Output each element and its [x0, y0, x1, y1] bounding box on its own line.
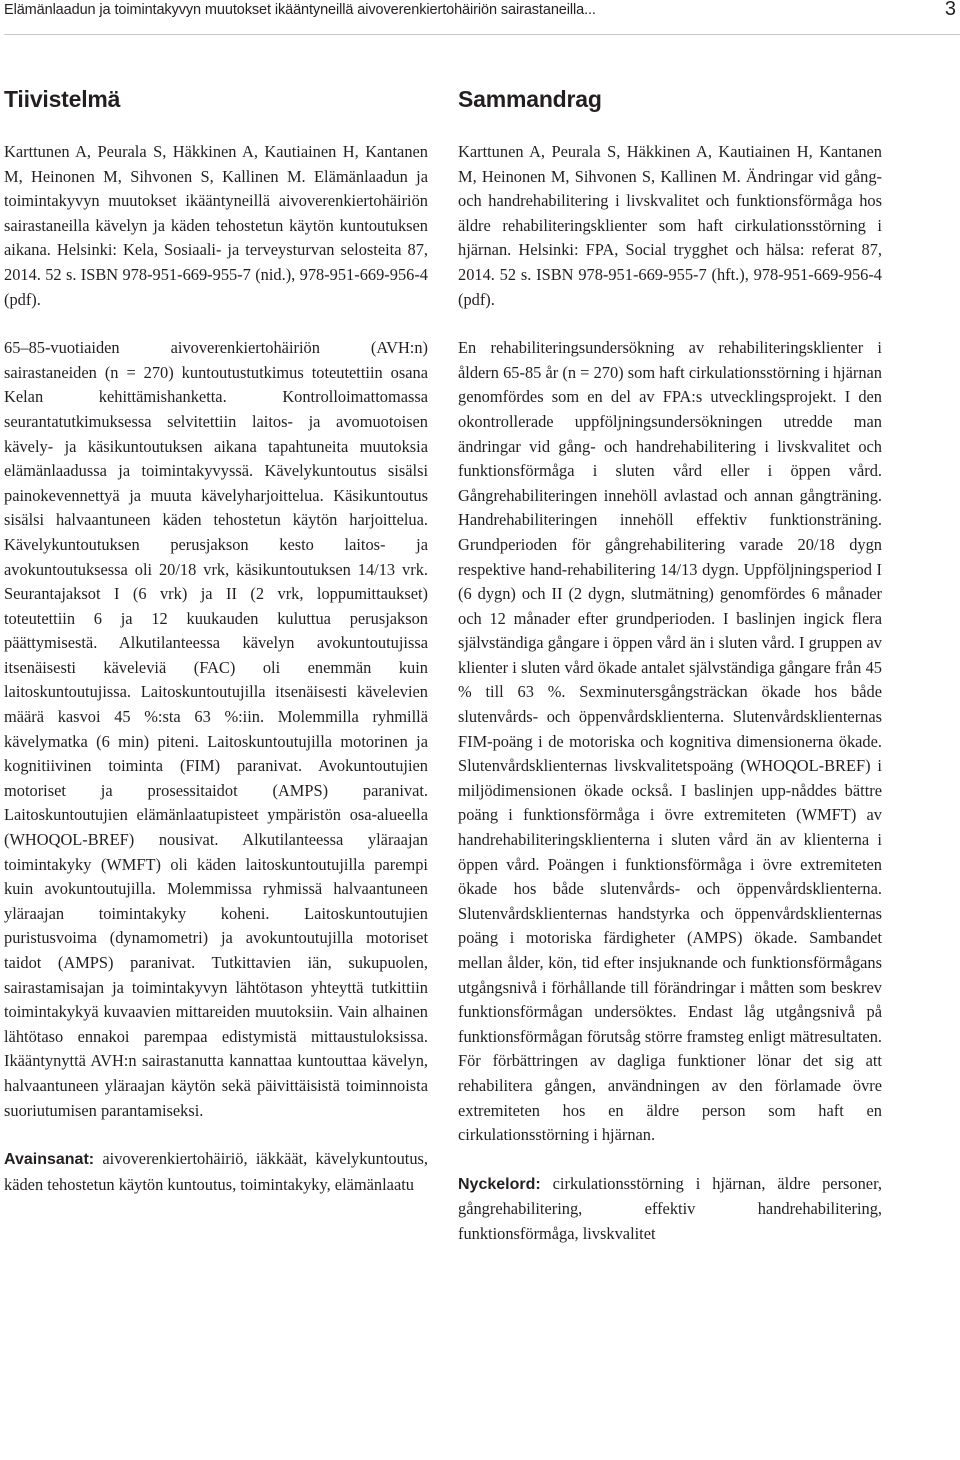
swedish-abstract-column	[458, 84, 882, 1247]
swedish-heading: Sammandrag	[458, 86, 602, 112]
swedish-abstract-text: En rehabiliteringsundersökning av rehabiliteringsklienter i åldern 65-85 år (n = 270) som haft cirkulationsstörning i hjärnan genomfördes som en del av FPA:s utvecklingsprojekt. I den okontrollerade uppföljningsundersökningen utredde man ändringar vid gång- och handrehabilitering i livskvalitet och funktionsförmåga i sluten vård eller i öppen vård. Gångrehabiliteringen innehöll avlastad och annan gångträning. Handrehabiliteringen innehöll effektiv funktionsträning. Grundperioden för gångrehabilitering varade 20/18 dygn respektive hand-rehabilitering 14/13 dygn. Uppföljningsperiod I (6 dygn) och II (2 dygn, slutmätning) genomfördes 6 månader och 12 månader efter grundperioden. I baslinjen ingick flera självständiga gångare i öppen vård än i sluten vård. I gruppen av klienter i sluten vård ökade antalet självständiga gångare från 45 % till 63 %. Sexminutersgångsträckan ökade hos både slutenvårds- och öppenvårdsklienterna. Slutenvårdsklienternas FIM-poäng i de motoriska och kognitiva dimensionerna ökade. Slutenvårdsklienternas livskvalitetspoäng (WHOQOL-BREF) i miljödimensionen ökade också. I baslinjen upp-nåddes bättre poäng i funktionsförmåga i övre extremiteten (WMFT) av handrehabiliteringsklienterna i sluten vård än av klienterna i öppen vård. Poängen i funktionsförmåga i övre extremiteten ökade hos både slutenvårds- och öppenvårdsklienterna. Slutenvårdsklienternas handstyrka och öppenvårdsklienternas poäng i motoriska färdigheter (AMPS) ökade. Sambandet mellan ålder, kön, tid efter insjuknande och funktionsförmågans utgångsnivå i förhållande till förändringar i måtten som beskrev funktionsförmågan undersöktes. Endast låg utgångsnivå på funktionsförmågan förutsåg större framsteg enligt mätresultaten. För förbättringen av dagliga funktioner lönar det sig att rehabilitera gången, användningen av den förlamade övre extremiteten hos en äldre person som haft en cirkulationsstörning i hjärnan.	[458, 338, 882, 1145]
swedish-keywords-list: cirkulationsstörning i hjärnan, äldre personer, gångrehabilitering, effektiv handrehabilitering, funktionsförmåga, livskvalitet	[458, 1173, 882, 1243]
swedish-keywords	[458, 1172, 882, 1247]
finnish-heading: Tiivistelmä	[4, 86, 121, 112]
page-number: 3	[944, 0, 956, 20]
finnish-citation: Karttunen A, Peurala S, Häkkinen A, Kautiainen H, Kantanen M, Heinonen M, Sihvonen S, Kallinen M. Elämänlaadun ja toimintakyvyn muutokset ikääntyneillä aivoverenkiertohäiriön sairastaneilla kävelyn ja käden tehostetun käytön kuntoutuksen aikana. Helsinki: Kela, Sosiaali- ja terveysturvan selosteita 87, 2014. 52 s. ISBN 978-951-669-955-7 (nid.), 978-951-669-956-4 (pdf).	[4, 142, 428, 309]
running-head: Elämänlaadun ja toimintakyvyn muutokset ikääntyneillä aivoverenkiertohäiriön sairastaneilla...	[4, 2, 596, 18]
finnish-keywords-list: aivoverenkiertohäiriö, iäkkäät, kävelykuntoutus, käden tehostetun käytön kuntoutus, toimintakyky, elämänlaatu	[4, 1149, 428, 1194]
swedish-keywords-label: Nyckelord:	[458, 1175, 541, 1193]
finnish-abstract-column	[4, 84, 428, 1197]
finnish-keywords	[4, 1147, 428, 1197]
page-header	[4, 0, 960, 35]
finnish-keywords-label: Avainsanat:	[4, 1151, 95, 1169]
swedish-citation: Karttunen A, Peurala S, Häkkinen A, Kautiainen H, Kantanen M, Heinonen M, Sihvonen S, Kallinen M. Ändringar vid gång- och handrehabilitering i livskvalitet och funktionsförmåga hos äldre rehabiliteringsklienter som haft cirkulationsstörning i hjärnan. Helsinki: FPA, Social trygghet och hälsa: referat 87, 2014. 52 s. ISBN 978-951-669-955-7 (hft.), 978-951-669-956-4 (pdf).	[458, 142, 882, 309]
finnish-abstract-text: 65–85-vuotiaiden aivoverenkiertohäiriön (AVH:n) sairastaneiden (n = 270) kuntoutustutkimus toteutettiin osana Kelan kehittämishanketta. Kontrolloimattomassa seurantatutkimuksessa selvitettiin laitos- ja avomuotoisen kävely- ja käsikuntoutuksen aikana tapahtuneita muutoksia elämänlaadussa ja toimintakyvyssä. Kävelykuntoutus sisälsi painokevennettyä ja muuta kävelyharjoittelua. Käsikuntoutus sisälsi halvaantuneen käden tehostetun käytön harjoittelua. Kävelykuntoutuksen perusjakson kesto laitos- ja avokuntoutuksessa oli 20/18 vrk, käsikuntoutuksen 14/13 vrk. Seurantajaksot I (6 vrk) ja II (2 vrk, loppumittaukset) toteutettiin 6 ja 12 kuukauden kuluttua perusjakson päättymisestä. Alkutilanteessa kävelyn avokuntoutujissa itsenäisesti käveleviä (FAC) oli enemmän kuin laitoskuntoutujissa. Laitoskuntoutujilla itsenäisesti kävelevien määrä kasvoi 45 %:sta 63 %:iin. Molemmilla ryhmillä kävelymatka (6 min) piteni. Laitoskuntoutujilla motorinen ja kognitiivinen toiminta (FIM) paranivat. Avokuntoutujien motoriset ja prosessitaidot (AMPS) paranivat. Laitoskuntoutujien elämänlaatupisteet ympäristön osa-alueella (WHOQOL-BREF) nousivat. Alkutilanteessa yläraajan toimintakyky (WMFT) oli käden laitoskuntoutujilla parempi kuin avokuntoutujilla. Molemmissa ryhmissä halvaantuneen yläraajan toimintakyky koheni. Laitoskuntoutujien puristusvoima (dynamometri) ja avokuntoutujilla motoriset taidot (AMPS) paranivat. Tutkittavien iän, sukupuolen, sairastamisajan ja toimintakyvyn lähtötason yhteyttä tutkittiin toimintakykyä kuvaavien mittareiden muutoksiin. Vain alhainen lähtötaso ennakoi parempaa edistymistä mittaustuloksissa. Ikääntynyttä AVH:n sairastanutta kannattaa kuntouttaa kävelyn, halvaantuneen yläraajan käytön sekä päivittäisistä toiminnoista suoriutumisen parantamiseksi.	[4, 338, 428, 1120]
